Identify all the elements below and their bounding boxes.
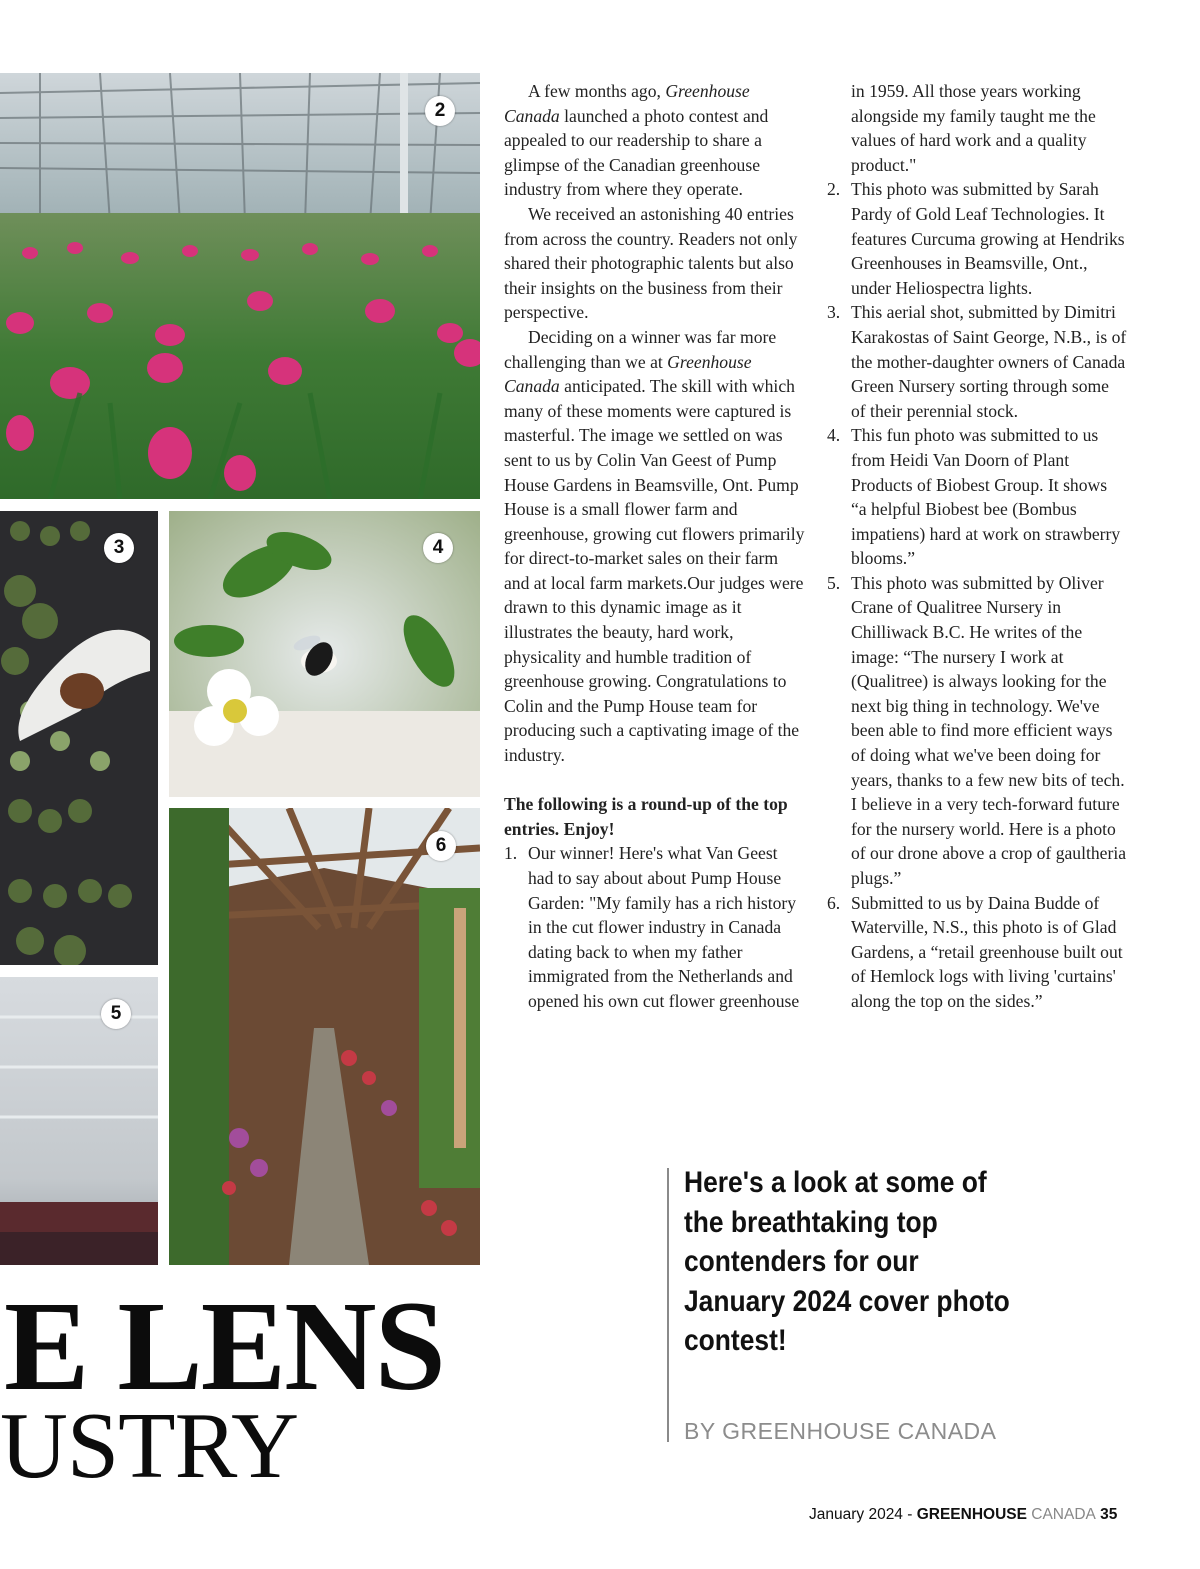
- photo-log-greenhouse: [169, 808, 480, 1265]
- page-folio: January 2024 - GREENHOUSE CANADA 35: [809, 1506, 1118, 1523]
- photo-curcuma-image: [0, 73, 480, 499]
- photo-number-badge: 6: [426, 831, 456, 861]
- intro-paragraph-3: Deciding on a winner was far more challenging than we at Greenhouse Canada anticipated. The skill with which many of these moments were captured is masterful. The image we settled on was sent to us by Colin Van Geest of Pump House Gardens in Beamsville, Ont. Pump House is a small flower farm and greenhouse, growing cut flowers primarily for direct-to-market sales on their farm and at local farm markets.Our judges were drawn to this dynamic image as it illustrates the beauty, hard work, physicality and humble tradition of greenhouse growing. Congratulations to Colin and the Pump House team for producing such a captivating image of the industry.: [504, 326, 805, 766]
- photo-drone-image: [0, 977, 158, 1265]
- photo-number-badge: 4: [423, 533, 453, 563]
- photo-number-badge: 3: [104, 533, 134, 563]
- photo-nursery-drone: [0, 977, 158, 1265]
- list-item: 3. This aerial shot, submitted by Dimitri Karakostas of Saint George, N.B., is of the mother-daughter owners of Canada Green Nursery sorting through some of their perennial stock.: [827, 302, 1127, 421]
- photo-greenhouse-image: [169, 808, 480, 1265]
- headline-line-2: USTRY: [0, 1394, 298, 1498]
- headline-line-1: E LENS: [4, 1275, 444, 1417]
- photo-curcuma-greenhouse: [0, 73, 480, 499]
- intro-paragraph-1: A few months ago, Greenhouse Canada launched a photo contest and appealed to our readership to share a glimpse of the Canadian greenhouse industry from where they operate.: [504, 81, 769, 200]
- intro-paragraph-2: We received an astonishing 40 entries from across the country. Readers not only shared their photographic talents but also their insights on the business from their perspective.: [504, 203, 798, 323]
- article-column-right: [827, 79, 1127, 1014]
- list-item: 6. Submitted to us by Daina Budde of Waterville, N.S., this photo is of Glad Gardens, a “retail greenhouse built out of Hemlock logs with living 'curtains' along the top on the sides.”: [827, 892, 1123, 1011]
- list-item: 1. Our winner! Here's what Van Geest had to say about about Pump House Garden: "My family has a rich history in the cut flower industry in Canada dating back to when my father immigrated from the Netherlands and opened his own cut flower greenhouse: [504, 843, 800, 1011]
- photo-aerial-image: [0, 511, 158, 965]
- list-item: 4. This fun photo was submitted to us from Heidi Van Doorn of Plant Products of Biobest Group. It shows “a helpful Biobest bee (Bombus impatiens) hard at work on strawberry blooms.”: [827, 425, 1121, 569]
- article-deck: Here's a look at some of the breathtaking top contenders for our January 2024 cover photo contest!: [684, 1166, 1010, 1357]
- photo-aerial-nursery: [0, 511, 158, 965]
- entries-list: [504, 841, 806, 1013]
- byline: BY GREENHOUSE CANADA: [684, 1418, 997, 1444]
- photo-number-badge: 5: [101, 999, 131, 1029]
- roundup-lead: The following is a round-up of the top entries. Enjoy!: [504, 794, 788, 839]
- list-item: 2. This photo was submitted by Sarah Pardy of Gold Leaf Technologies. It features Curcuma growing at Hendriks Greenhouses in Beamsville, Ont., under Heliospectra lights.: [827, 179, 1125, 298]
- photo-number-badge: 2: [425, 96, 455, 126]
- entry-1-continued: in 1959. All those years working alongside my family taught me the values of hard work and a quality product.": [851, 81, 1096, 175]
- entries-list: [827, 177, 1127, 1013]
- list-item: 5. This photo was submitted by Oliver Crane of Qualitree Nursery in Chilliwack B.C. He writes of the image: “The nursery I work at (Qualitree) is always looking for the next big thing in technology. We've been able to find more efficient ways of doing what we've been doing for years, thanks to a few new bits of tech. I believe in a very tech-forward future for the nursery world. Here is a photo of our drone above a crop of gaultheria plugs.”: [827, 572, 1127, 888]
- article-column-left: [504, 79, 806, 1014]
- callout-rule: [667, 1168, 669, 1442]
